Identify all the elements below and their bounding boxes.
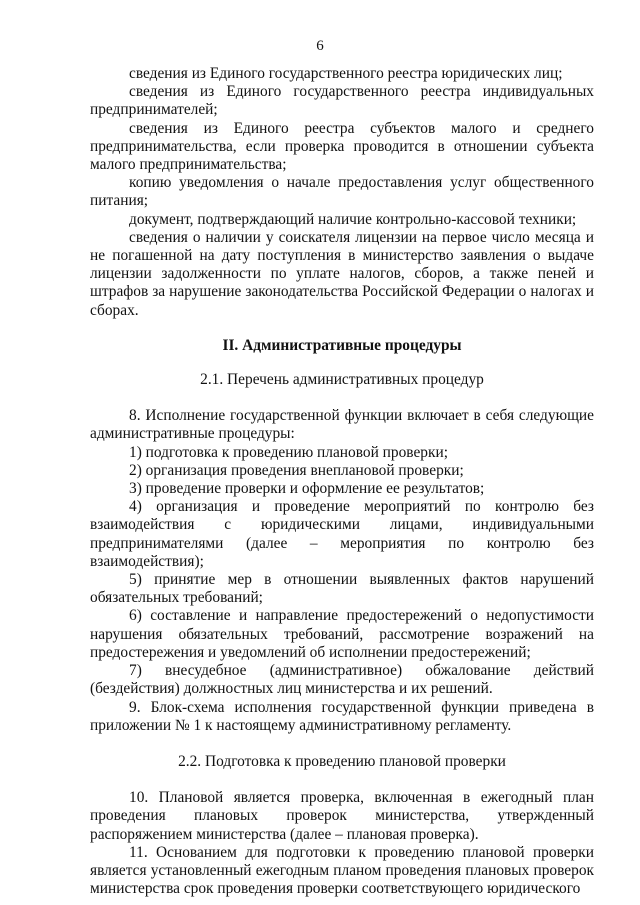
list-item-7: 7) внесудебное (административное) обжалование действий (бездействия) должностных лиц министерства и их решений.: [90, 662, 594, 698]
paragraph-10: 10. Плановой является проверка, включенная в ежегодный план проведения плановых проверок министерства, утвержденный распоряжением министерства (далее – плановая проверка).: [90, 789, 594, 843]
subsection-title-planned-inspection: 2.2. Подготовка к проведению плановой проверки: [178, 752, 506, 770]
paragraph-catering-notice: копию уведомления о начале предоставления услуг общественного питания;: [90, 174, 594, 210]
document-body: [90, 65, 594, 898]
spacer: [90, 735, 594, 753]
list-item-4: 4) организация и проведение мероприятий по контролю без взаимодействия с юридическими лицами, индивидуальными предпринимателями (далее – мероприятия по контролю без взаимодействия);: [90, 498, 594, 570]
paragraph-tax-debt: сведения о наличии у соискателя лицензии на первое число месяца и не погашенной на дату поступления в министерство заявления о выдаче лицензии задолженности по уплате налогов, сборов, а также пеней и штрафов за нарушение законодательства Российской Федерации о налогах и сборах.: [90, 228, 594, 319]
paragraph-msp-registry: сведения из Единого реестра субъектов малого и среднего предпринимательства, если проверка проводится в отношении субъекта малого предпринимательства;: [90, 119, 594, 174]
paragraph-cash-register: документ, подтверждающий наличие контрольно-кассовой техники;: [129, 210, 577, 228]
list-item-3: 3) проведение проверки и оформление ее результатов;: [129, 480, 485, 498]
list-item-6: 6) составление и направление предостережений о недопустимости нарушения обязательных требований, рассмотрение возражений на предостережения и уведомлений об исполнении предостережений;: [90, 607, 594, 661]
spacer: [90, 355, 594, 371]
paragraph-egrul: сведения из Единого государственного реестра юридических лиц;: [129, 65, 563, 82]
list-item-1: 1) подготовка к проведению плановой проверки;: [129, 443, 448, 461]
paragraph-11: 11. Основанием для подготовки к проведению плановой проверки является установленный ежегодным планом проведения плановых проверок министерства срок проведения проверки соответствующего юридического: [90, 843, 594, 898]
spacer: [90, 771, 594, 789]
spacer: [90, 389, 594, 407]
section-title: II. Административные процедуры: [222, 336, 462, 354]
paragraph-egrip: сведения из Единого государственного реестра индивидуальных предпринимателей;: [90, 83, 594, 119]
paragraph-8: 8. Исполнение государственной функции включает в себя следующие административные процедуры:: [90, 407, 594, 443]
list-item-2: 2) организация проведения внеплановой проверки;: [129, 461, 464, 479]
subsection-title-procedures-list: 2.1. Перечень административных процедур: [200, 371, 484, 389]
page-number: 6: [316, 38, 324, 54]
list-item-5: 5) принятие мер в отношении выявленных фактов нарушений обязательных требований;: [90, 571, 594, 607]
spacer: [90, 320, 594, 337]
paragraph-9: 9. Блок-схема исполнения государственной функции приведена в приложении № 1 к настоящему административному регламенту.: [90, 698, 594, 734]
